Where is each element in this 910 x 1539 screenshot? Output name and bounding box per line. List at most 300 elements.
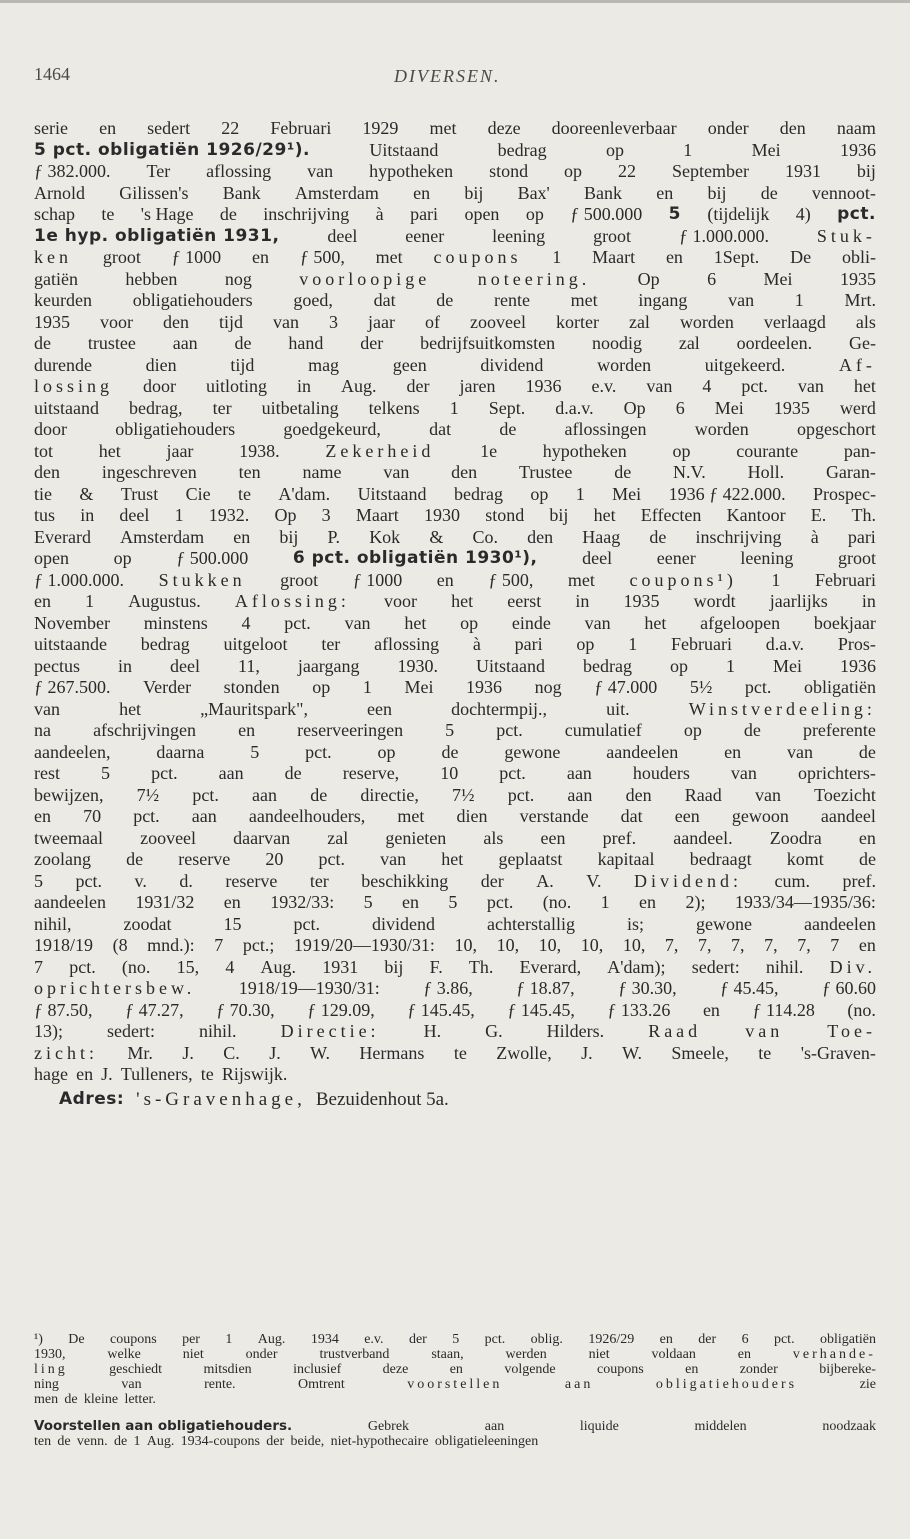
text-word: van	[584, 612, 611, 633]
text-word: men	[34, 1392, 59, 1407]
text-word: ƒ 70.30,	[216, 999, 275, 1020]
text-word: durende	[34, 354, 92, 375]
text-word: in	[575, 591, 590, 611]
text-word: de	[284, 763, 302, 783]
text-word: Arnold	[34, 182, 85, 203]
text-word: keurden	[34, 290, 92, 310]
text-word: 1934-coupons	[180, 1434, 260, 1449]
text-word: 5	[101, 763, 111, 783]
text-word: pct.;	[242, 935, 275, 955]
text-word: Th.	[468, 956, 494, 977]
text-word: J.	[182, 1042, 194, 1063]
text-word: Aug.	[341, 376, 377, 396]
text-word: 13);	[34, 1021, 63, 1041]
text-word: de	[113, 1434, 128, 1449]
text-word: Aug.	[260, 956, 297, 977]
text-word: bij	[707, 182, 727, 203]
text-word: coupons	[433, 247, 522, 267]
body-paragraph	[34, 118, 876, 1086]
text-word: pct.	[75, 870, 102, 891]
text-word: Hermans	[359, 1042, 425, 1063]
text-word: Toe-	[827, 1021, 876, 1041]
text-line	[34, 892, 876, 914]
text-word: d.a.v.	[765, 634, 805, 654]
text-word: achterstallig	[487, 913, 575, 934]
text-word: Februari	[670, 634, 732, 654]
text-word: Everard	[34, 526, 91, 547]
text-word: op	[683, 720, 702, 740]
text-word: ingeschreven	[101, 462, 197, 482]
text-word: 1931	[322, 956, 359, 977]
text-word: afschrijvingen	[93, 720, 197, 740]
text-word: ten	[34, 1434, 52, 1449]
text-word: September	[671, 161, 749, 181]
text-word: open	[464, 204, 500, 224]
text-word: 1	[725, 655, 735, 676]
text-line	[34, 333, 876, 355]
text-word: pct.	[284, 612, 311, 633]
text-word: Augustus.	[128, 591, 201, 611]
text-word: met	[429, 118, 457, 138]
text-line	[34, 398, 876, 420]
text-word: ten	[238, 462, 261, 482]
text-word: houders	[632, 763, 690, 783]
text-word: geplaatst	[498, 849, 563, 869]
text-word: 1933/34—1935/36:	[734, 892, 876, 912]
text-word: v.	[134, 870, 147, 891]
text-word: hypotheken	[542, 440, 627, 461]
footnotes	[34, 1332, 876, 1449]
text-word: in	[297, 376, 312, 396]
text-word: pct.	[741, 376, 768, 396]
text-word: niet	[182, 1347, 204, 1362]
text-line	[34, 570, 876, 592]
text-word: 1e	[480, 440, 498, 461]
text-word: en	[659, 1332, 673, 1347]
text-word: van	[646, 376, 673, 396]
text-word: na	[34, 720, 51, 740]
text-line	[34, 634, 876, 656]
text-word: 1918/19	[34, 935, 94, 955]
text-word: met	[375, 247, 403, 267]
text-word: Mei	[763, 268, 793, 289]
text-word: 's-Graven-	[800, 1042, 876, 1063]
text-word: van	[728, 290, 755, 310]
text-word: jaargang	[297, 655, 360, 676]
text-word: der	[480, 870, 504, 891]
text-word: 1	[552, 247, 562, 267]
text-word: de	[858, 849, 876, 869]
text-word: der	[266, 1434, 285, 1449]
text-word: een	[674, 806, 700, 826]
text-word: 3	[329, 311, 339, 332]
text-word: rente	[493, 290, 530, 310]
text-word: 1	[575, 483, 585, 504]
text-word: 70	[83, 806, 102, 826]
text-word: als	[855, 311, 876, 332]
text-word: 2);	[685, 892, 706, 912]
text-word: oprichtersbew.	[34, 978, 196, 998]
text-word: door	[143, 376, 177, 396]
text-word: en	[702, 999, 720, 1020]
text-word: lossing	[34, 376, 114, 396]
text-word: de	[234, 333, 252, 353]
text-word: bedrag	[582, 655, 632, 676]
text-word: Ter	[146, 161, 171, 181]
text-word: reserve	[178, 849, 231, 869]
text-word: de	[57, 1434, 71, 1449]
text-word: mitsdien	[203, 1362, 252, 1377]
text-word: pct.	[499, 763, 526, 783]
text-word: Aug.	[146, 1434, 175, 1449]
text-word: Everard,	[519, 956, 582, 977]
text-word: bedrag,	[129, 397, 183, 418]
text-word: en	[223, 892, 241, 912]
text-word: van	[787, 741, 814, 762]
text-word: van	[754, 784, 781, 805]
text-word: 1	[794, 290, 804, 310]
text-word: vennoot-	[811, 182, 876, 203]
text-line	[34, 419, 876, 441]
text-word: inclusief	[293, 1362, 342, 1377]
text-word: werden	[505, 1347, 547, 1362]
text-word: en	[656, 182, 674, 203]
text-word: uitgeloot	[223, 634, 288, 654]
text-word: en	[665, 247, 683, 267]
text-word: de	[858, 741, 876, 762]
text-word: bedrag	[497, 139, 547, 160]
text-line	[34, 527, 876, 549]
text-word: op	[530, 483, 549, 504]
text-word: cum.	[774, 870, 810, 891]
text-word: uit.	[606, 698, 630, 719]
text-word: Bax'	[517, 182, 550, 203]
text-word: 5	[250, 741, 260, 762]
text-word: d.	[179, 870, 193, 891]
text-word: 1936	[466, 677, 503, 697]
text-word: zal	[327, 827, 349, 848]
text-word: (8	[112, 935, 128, 955]
text-word: de	[760, 182, 778, 203]
text-word: op	[564, 161, 583, 181]
text-word: uitstaande	[34, 634, 107, 654]
text-word: Amsterdam	[294, 182, 379, 203]
text-word: en	[34, 591, 51, 611]
text-word: te	[101, 204, 115, 224]
text-word: tie	[34, 483, 52, 504]
text-word: Februari	[270, 118, 332, 138]
text-word: aan	[218, 763, 244, 783]
address-city: 's-Gravenhage,	[136, 1088, 306, 1110]
text-word: pari	[410, 204, 439, 224]
text-word: het	[644, 612, 667, 633]
text-word: op	[525, 204, 544, 224]
text-word: 1930.	[397, 655, 438, 676]
text-word: preferente	[802, 720, 876, 740]
text-line	[34, 355, 876, 377]
text-word: 5	[34, 870, 43, 891]
text-word: ƒ 145.45,	[407, 999, 475, 1020]
text-word: stond	[485, 505, 525, 525]
text-word: en	[251, 247, 269, 267]
text-word: coupons	[597, 1362, 644, 1377]
text-word: eener	[656, 548, 696, 568]
text-word: obligatiehouders	[115, 419, 236, 439]
text-word: 1936	[839, 655, 876, 676]
text-word: van	[745, 1021, 784, 1041]
text-word: noodzaak	[822, 1419, 876, 1434]
text-word: A'dam.	[278, 483, 331, 504]
text-line	[34, 828, 876, 850]
text-word: pct.	[744, 677, 772, 697]
text-word: Op	[637, 268, 660, 289]
text-word: obligatiehouders	[132, 290, 253, 310]
text-word: hage	[34, 1064, 68, 1084]
text-word: ƒ 1000	[171, 247, 222, 267]
text-word: bedrag	[453, 483, 503, 504]
text-word: 1926/29	[588, 1332, 635, 1347]
text-word: bij	[464, 182, 484, 203]
text-word: de	[126, 849, 144, 869]
text-word: ƒ 500.000	[570, 204, 643, 224]
text-word: 7	[34, 956, 43, 977]
text-word: groot	[102, 247, 141, 267]
text-word: J.	[581, 1042, 593, 1063]
text-word: en	[724, 741, 742, 762]
text-word: Gebrek	[367, 1419, 410, 1434]
text-word: Op	[274, 505, 297, 525]
company-entry-text	[34, 118, 876, 1113]
text-word: 7,	[731, 935, 745, 955]
text-word: in	[80, 505, 95, 525]
text-word: mnd.):	[147, 935, 195, 955]
text-word: 5	[448, 892, 458, 912]
text-word: het	[404, 612, 427, 633]
text-word: der	[698, 1332, 717, 1347]
text-word: aan	[172, 333, 198, 353]
text-word: ter	[309, 870, 329, 891]
text-word: 4)	[795, 204, 811, 224]
text-word: 22	[618, 161, 637, 181]
text-line	[34, 742, 876, 764]
text-word: stond	[489, 161, 529, 181]
text-word: staan,	[431, 1347, 464, 1362]
text-word: nog	[224, 268, 252, 289]
text-word: Th.	[851, 505, 876, 525]
text-word: ƒ 60.60	[821, 978, 876, 998]
text-word: zal	[628, 311, 650, 332]
text-word: rest	[34, 763, 60, 783]
text-word: pectus	[34, 655, 80, 676]
text-word: pct.	[484, 1332, 506, 1347]
text-word: ƒ 45.45,	[720, 978, 779, 998]
text-word: beschikking	[361, 870, 449, 891]
running-head: DIVERSEN.	[394, 66, 501, 86]
text-word: hebben	[125, 268, 178, 289]
text-line	[34, 935, 876, 957]
text-line	[34, 183, 876, 205]
text-word: Zekerheid	[325, 440, 435, 461]
text-word: zoodat	[123, 913, 172, 934]
text-word: ingang	[638, 290, 688, 310]
text-word: jaar	[368, 311, 395, 332]
text-word: 1935	[773, 397, 810, 418]
text-word: daarna	[156, 741, 205, 762]
text-line	[34, 720, 876, 742]
text-word: telkens	[368, 397, 420, 418]
text-word: ƒ 382.000.	[34, 161, 111, 181]
text-line	[34, 677, 876, 699]
text-word: ƒ 1.000.000.	[34, 569, 124, 590]
text-word: à	[375, 204, 384, 224]
text-word: worden	[597, 354, 652, 375]
text-word: gewone	[695, 913, 752, 934]
text-word: groot	[280, 569, 319, 590]
text-word: ƒ 145.45,	[507, 999, 575, 1020]
text-word: op	[669, 655, 688, 676]
small-print-line	[34, 1419, 876, 1434]
text-word: obligatieleeningen	[434, 1434, 539, 1449]
text-word: Af-	[838, 354, 876, 375]
text-word: obligatiën	[819, 1332, 876, 1347]
text-word: (no.	[847, 999, 876, 1020]
text-word: den	[34, 462, 60, 482]
text-word: 15	[223, 913, 242, 934]
text-word: te	[453, 1042, 467, 1063]
text-word: bij	[279, 526, 299, 547]
text-word: d.a.v.	[555, 397, 594, 418]
text-word: zicht:	[34, 1042, 98, 1063]
text-word: 1932.	[208, 505, 250, 525]
text-word: Maart	[355, 505, 399, 525]
footnote-1	[34, 1332, 876, 1407]
text-word: pct.	[69, 956, 96, 977]
text-word: zooveel	[470, 311, 526, 332]
text-word: Winstverdeeling:	[688, 698, 876, 719]
text-word: bewijzen,	[34, 784, 104, 805]
text-word: ƒ 114.28	[752, 999, 815, 1020]
text-word: aan	[191, 806, 217, 826]
text-word: in	[117, 655, 132, 676]
text-word: nihil,	[34, 913, 72, 934]
text-line	[34, 1064, 876, 1086]
text-line	[34, 656, 876, 678]
text-word: V.	[586, 870, 602, 891]
text-word: Mei	[772, 655, 802, 676]
text-word: 1	[771, 569, 781, 590]
text-word: ning	[34, 1377, 59, 1392]
text-word: en	[402, 892, 420, 912]
text-word: korter	[555, 311, 599, 332]
text-word: 1	[449, 397, 459, 418]
text-word: pari	[847, 526, 876, 547]
text-word: pct.	[496, 720, 523, 740]
text-word: met	[397, 806, 425, 826]
text-line	[34, 226, 876, 248]
text-word: ƒ 133.26	[607, 999, 671, 1020]
text-word: de	[34, 333, 51, 353]
text-word: afgeloopen	[700, 612, 781, 633]
text-line	[34, 140, 876, 162]
text-word: Raad	[684, 784, 722, 805]
text-word: volgende	[504, 1362, 556, 1377]
text-word: het	[441, 849, 464, 869]
small-print-section	[34, 1419, 876, 1449]
text-line	[34, 1021, 876, 1043]
text-word: 7½	[452, 784, 475, 805]
text-word: 5½	[689, 677, 713, 697]
text-word: J.	[269, 1042, 281, 1063]
text-word: 7,	[697, 935, 712, 955]
text-word: uitbetaling	[261, 397, 339, 418]
text-word: geen	[392, 354, 427, 375]
text-word: 6	[675, 397, 685, 418]
text-word: dat	[620, 806, 643, 826]
text-word: op	[672, 440, 691, 461]
text-word: der	[408, 1332, 427, 1347]
text-word: 1938.	[239, 440, 280, 461]
text-word: groot	[837, 548, 876, 568]
text-word: Mei	[404, 677, 434, 697]
text-word: te	[200, 1064, 214, 1084]
text-word: is;	[626, 913, 644, 934]
text-word: naam	[836, 118, 876, 138]
text-word: mag	[308, 354, 340, 375]
text-word: „Mauritspark",	[200, 698, 308, 719]
text-word: aan	[484, 1419, 505, 1434]
text-word: middelen	[694, 1419, 747, 1434]
text-word: reserve	[225, 870, 278, 891]
text-word: De	[68, 1332, 85, 1347]
text-word: tweemaal	[34, 827, 103, 848]
text-word: pref.	[842, 870, 876, 891]
text-word: ter	[321, 634, 341, 654]
text-word: ¹)	[34, 1332, 43, 1347]
text-word: W.	[622, 1042, 642, 1063]
text-word: de	[64, 1392, 78, 1407]
text-word: 10,	[622, 935, 646, 955]
text-word: en	[858, 827, 876, 848]
text-word: 4	[241, 612, 251, 633]
text-word: der	[406, 376, 430, 396]
text-word: ƒ 500,	[488, 569, 534, 590]
text-word: Effecten	[640, 505, 702, 525]
text-word: Dividend:	[633, 870, 742, 891]
text-word: ƒ 1.000.000.	[678, 225, 769, 246]
text-word: goed,	[293, 290, 333, 310]
text-word: het	[593, 505, 616, 525]
text-word: aan	[566, 763, 592, 783]
text-word: pct.	[133, 806, 160, 826]
text-line	[34, 613, 876, 635]
text-word: Uitstaand	[475, 655, 545, 676]
text-word: Aug.	[257, 1332, 286, 1347]
text-line	[34, 1043, 876, 1065]
text-word: niet	[588, 1347, 610, 1362]
text-line	[34, 957, 876, 979]
text-word: aan	[252, 784, 278, 805]
text-word: deel	[119, 505, 150, 525]
text-word: leening	[492, 225, 546, 246]
text-word: de	[499, 419, 517, 439]
text-word: Cie	[185, 483, 211, 504]
text-word: Garan-	[825, 462, 876, 482]
text-word: 1935	[623, 591, 660, 611]
text-word: 7,	[664, 935, 679, 955]
text-word: dividend	[480, 354, 544, 375]
bold-term: pct.	[837, 204, 876, 224]
text-word: verlaagd	[763, 311, 826, 332]
